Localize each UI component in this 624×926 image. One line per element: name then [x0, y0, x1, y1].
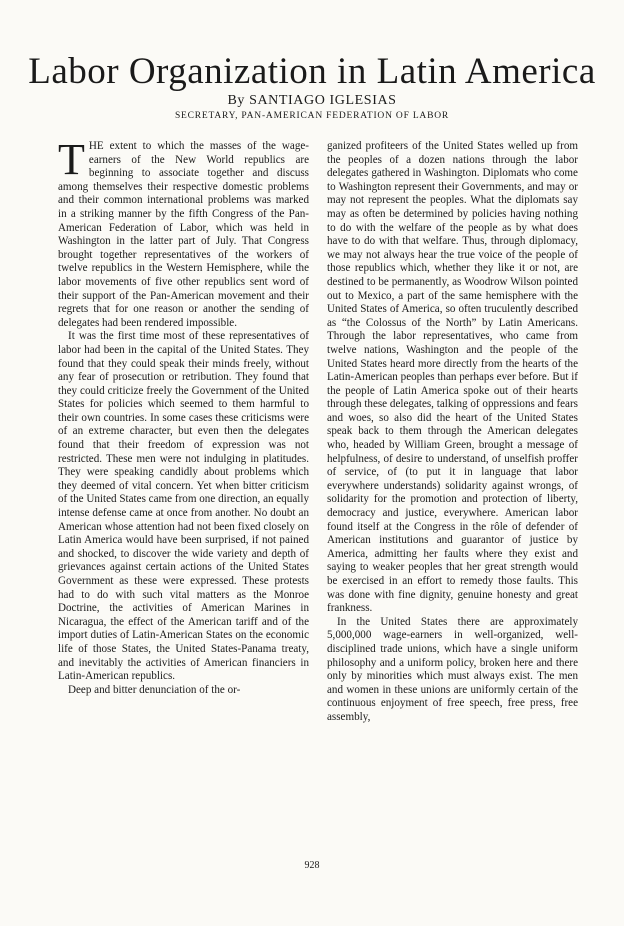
- paragraph-1-text: HE extent to which the masses of the wage-earners of the New World republics are beginning to associate together and discuss among themselves their respective domestic problems and their common international problems was marked in a striking manner by the fifth Congress of the Pan-American Federation of Labor, which was held in Washington in the latter part of July. That Congress brought together representatives of the workers of twelve republics in the Western Hemisphere, while the labor movements of five other republics sent word of their support of the Pan-American movement and their regrets that for one reason or another the sending of delegates had been rendered impossible.: [58, 140, 309, 329]
- paragraph-1: [58, 135, 309, 330]
- paragraph-4: ganized profiteers of the United States welled up from the peoples of a dozen nations through the labor delegates gathered in Washington. Diplomats who come to Washington represent their Governments, and may or may not represent the peoples. What the diplomats say may as often be determined by policies having nothing to do with the welfare of the people as by what does have to do with that welfare. Thus, through diplomacy, we may not always hear the true voice of the people of those republics which, whether they like it or not, are destined to be permanently, as Woodrow Wilson pointed out to Mexico, a part of the same hemisphere with the United States of America, so often truculently described as “the Colossus of the North” by Latin Americans. Through the labor representatives, who came from twelve nations, Washington and the people of the United States heard more directly from the hearts of the Latin-American peoples than perhaps ever before. But if the people of Latin America spoke out of their hearts through these delegates, talking of oppressions and fears and woes, so also did the heart of the United States speak back to them through the American delegates who, headed by William Green, brought a message of helpfulness, of desire to understand, of unselfish proffer of service, of (to put it in language that labor everywhere understands) solidarity against wrongs, of solidarity for the promotion and protection of liberty, democracy and justice, everywhere. American labor found itself at the Congress in the rôle of defender of American institutions and guarantor of justice by America, admitting her faults where they exist and saying to weaker peoples that her great strength would be exercised in an effort to remedy those faults. This was done with fine dignity, genuine honesty and great frankness.: [327, 140, 578, 615]
- paragraph-2: It was the first time most of these representatives of labor had been in the capital of the United States. They found that they could speak their minds freely, without any fear of prosecution or retribution. They found that they could criticize freely the Government of the United States for policies which seemed to them harmful to their own countries. In some cases these criticisms were of an extreme character, but even then the delegates found that their freedom of expression was not restricted. These men were not indulging in platitudes. They were speaking candidly about problems which they deemed of vital concern. Yet when bitter criticism of the United States came from one direction, an equally intense defense came at once from another. No doubt an American whose attention had not been fixed closely on Latin America would have been surprised, if not pained and shocked, to discover the wide variety and depth of grievances against certain actions of the United States Government as these were expressed. These protests had to do with such vital matters as the Monroe Doctrine, the activities of American Marines in Nicaragua, the effect of the American tariff and of the import duties of Latin-American States on the economic life of those States, the United States-Panama treaty, and inevitably the activities of American financiers in Latin-American republics.: [58, 330, 309, 683]
- byline: By SANTIAGO IGLESIAS: [227, 93, 397, 108]
- paragraph-5: In the United States there are approximately 5,000,000 wage-earners in well-organized, well-disciplined trade unions, which have a single uniform philosophy and a uniform policy, broken here and there only by minorities which must always exist. The men and women in these unions are uniformly certain of the continuous enjoyment of free speech, free press, free assembly,: [327, 615, 578, 723]
- article-title: Labor Organization in Latin America: [28, 51, 596, 92]
- author-position: SECRETARY, PAN-AMERICAN FEDERATION OF LABOR: [174, 111, 450, 121]
- drop-cap: T: [58, 135, 85, 184]
- right-column: [327, 140, 578, 725]
- left-column: [58, 135, 309, 697]
- paragraph-3: Deep and bitter denunciation of the or-: [68, 683, 241, 696]
- page-number: 928: [304, 860, 320, 871]
